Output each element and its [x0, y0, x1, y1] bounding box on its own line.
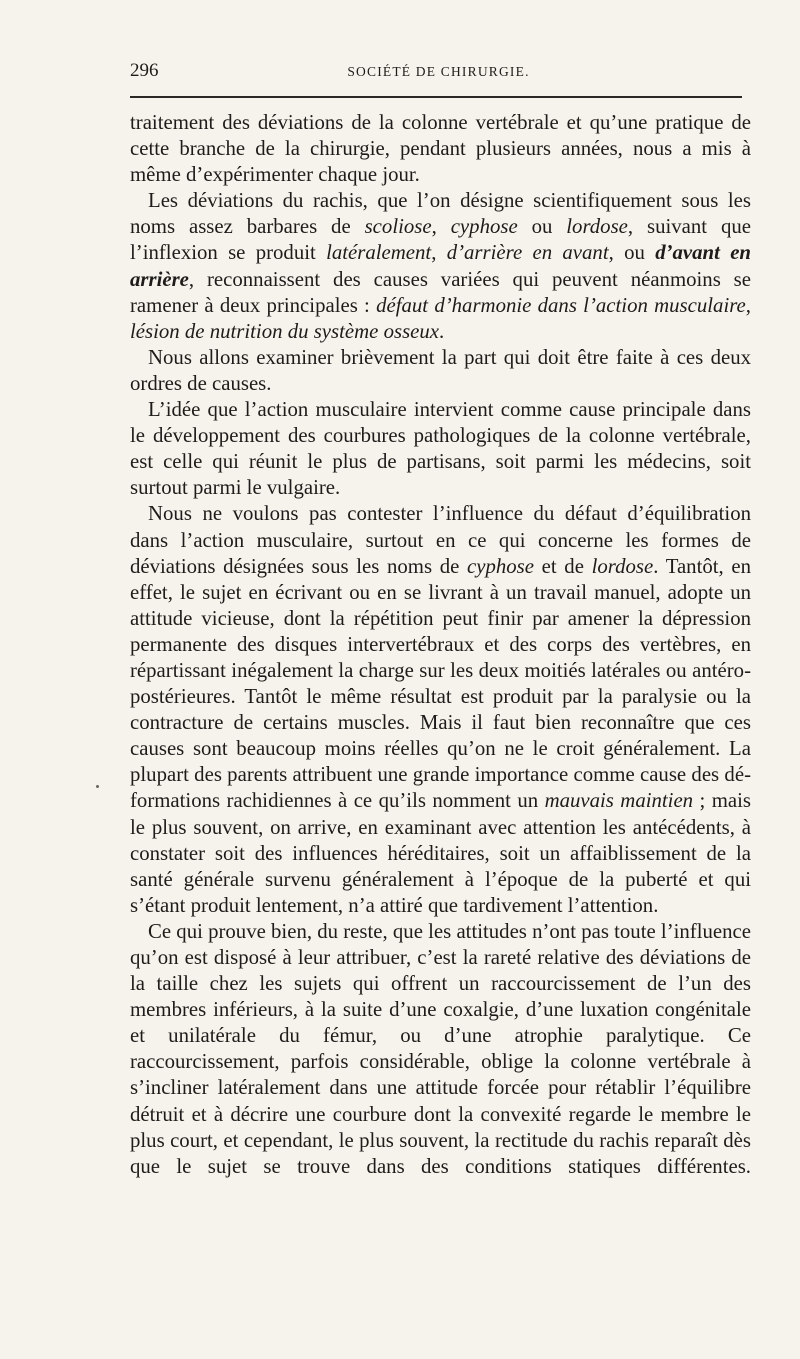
italic-term: lordose [566, 215, 628, 239]
italic-term: scoliose [364, 215, 432, 239]
paragraph [130, 397, 751, 501]
paragraph [130, 501, 751, 919]
text-run: . Tantôt, en effet, le sujet en écrivant ou en se livrant à un travail manuel, adopte un attitude vicieuse, dont la répétition peut finir par amener la dépression permanente des disques intervertébraux et des corps des vertèbres, en répartissant inégalement la charge sur les deux moitiés latérales ou antéro-postérieures. Tantôt le même résultat est produit par la paralysie ou la contracture de certains muscles. Mais il faut bien reconnaître que ces causes sont beaucoup moins réelles qu’on ne le croit généralement. La plupart des parents attribuent une grande importance comme cause des déformations rachidiennes à ce qu’ils nomment un [130, 554, 752, 813]
body-text [130, 110, 751, 1180]
italic-term: latéralement [326, 241, 432, 265]
paragraph [130, 919, 751, 1180]
text-run: . [439, 319, 445, 343]
italic-term: d’arrière en avant [446, 241, 609, 265]
text-run: Les déviations du rachis, que l’on désigne scientifiquement sous les noms assez barbares de [130, 189, 751, 239]
italic-term: défaut d’harmonie dans l’action musculaire [376, 293, 746, 317]
italic-term: d’avant en arrière [130, 241, 751, 291]
text-run: et de [534, 554, 592, 578]
italic-term: cyphose [467, 554, 534, 578]
text-run: traitement des déviations de la colonne vertébrale et qu’une pratique de cette branche de la chirurgie, pendant plusieurs années, nous a mis à même d’expérimenter chaque jour. [130, 111, 751, 187]
text-run: , suivant que l’inflexion se produit [130, 215, 751, 265]
text-run: Ce qui prouve bien, du reste, que les attitudes n’ont pas toute l’influence qu’on est disposé à leur attribuer, c’est la rareté relative des déviations de la taille chez les sujets qui offrent un raccourcissement de l’un des membres inférieurs, à la suite d’une coxalgie, d’une luxation congénitale et unilatérale du fémur, ou d’une atrophie paralytique. Ce raccourcissement, parfois considérable, oblige la colonne vertébrale à s’incliner latéralement dans une attitude forcée pour rétablir l’équilibre détruit et à décrire une courbure dont la convexité regarde le membre le plus court, et cependant, le plus souvent, la rectitude du rachis reparaît dès que le sujet se trouve dans des conditions statiques différentes. [130, 919, 751, 1178]
italic-term: mauvais maintien [544, 789, 694, 813]
paragraph [130, 188, 751, 345]
margin-speck [96, 785, 99, 788]
text-run: ; mais le plus souvent, on arrive, en examinant avec attention les antécédents, à constater soit des influences héréditaires, soit un affaiblissement de la santé générale survenu généralement à l’époque de la puberté et qui s’étant produit lentement, n’a attiré que tardivement l’attention. [130, 789, 751, 917]
page-number: 296 [130, 60, 159, 81]
running-title: SOCIÉTÉ DE CHIRURGIE. [347, 64, 530, 79]
header-rule [130, 96, 742, 98]
italic-term: lésion de nutrition du système osseux [130, 319, 440, 343]
paragraph [130, 110, 751, 188]
text-run: ou [517, 215, 567, 239]
text-run: , [745, 293, 751, 317]
text-run: , ou [608, 241, 656, 265]
text-run: L’idée que l’action musculaire intervient comme cause principale dans le développement des courbures pathologiques de la colonne vertébrale, est celle qui réunit le plus de partisans, soit parmi les médecins, soit surtout parmi le vulgaire. [130, 398, 751, 500]
text-run: , reconnaissent des causes variées qui peuvent néanmoins se ramener à deux principales : [130, 267, 751, 317]
running-header [130, 60, 747, 90]
text-run: , [431, 241, 447, 265]
paragraph [130, 345, 751, 397]
text-run: , [431, 215, 451, 239]
text-run: Nous ne voulons pas contester l’influence du défaut d’équilibration dans l’action musculaire, surtout en ce qui concerne les formes de déviations désignées sous les noms de [130, 502, 751, 578]
italic-term: lordose [591, 554, 654, 578]
italic-term: cyphose [450, 215, 518, 239]
text-run: Nous allons examiner brièvement la part qui doit être faite à ces deux ordres de causes. [130, 345, 751, 395]
